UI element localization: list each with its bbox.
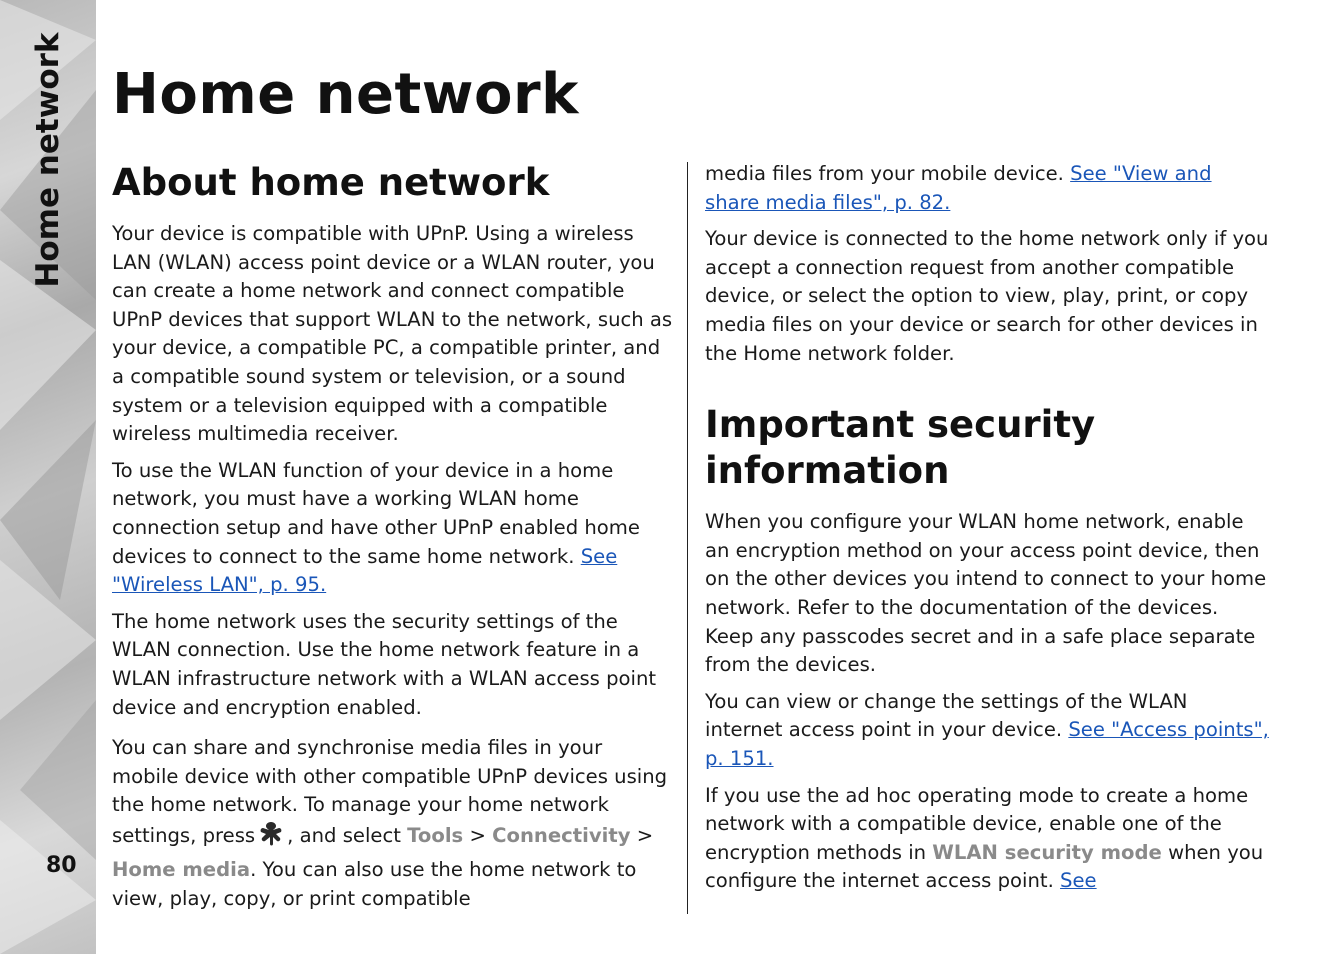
security-paragraph-3-text-a: If you use the ad hoc operating mode to create a home network with a compatible device, enable one of the encryption methods in	[705, 783, 1249, 864]
menu-connectivity: Connectivity	[492, 823, 631, 847]
right-paragraph-2: Your device is connected to the home network only if you accept a connection request from another compatible device, or select the option to view, play, print, or copy media files on your device or search for other devices in the Home network folder.	[705, 227, 1269, 365]
column-divider	[687, 162, 688, 914]
security-paragraph-3	[705, 782, 1271, 896]
about-paragraph-4-text-a: You can share and synchronise media files in your mobile device with other compatible UPnP devices using the home network. To manage your home network settings, press	[112, 736, 668, 847]
menu-separator-2: >	[636, 823, 654, 847]
menu-tools: Tools	[407, 823, 464, 847]
about-paragraph-1: Your device is compatible with UPnP. Using a wireless LAN (WLAN) access point device or a WLAN router, you can create a home network and connect compatible UPnP devices that support WLAN to the network, such as your device, a compatible PC, a compatible printer, and a compatible sound system or television, or a sound system or a television equipped with a compatible wireless multimedia receiver.	[112, 222, 673, 446]
right-paragraph-1	[705, 160, 1271, 217]
security-heading: Important security information	[705, 403, 1096, 493]
security-paragraph-2-text: You can view or change the settings of the WLAN internet access point in your device.	[705, 689, 1188, 742]
about-paragraph-4-text-b: , and select	[287, 823, 401, 847]
view-share-media-link[interactable]: See "View and share media files", p. 82.	[705, 162, 1212, 214]
security-paragraph-3-text-b: when you configure the internet access point.	[705, 840, 1264, 893]
about-home-network-heading: About home network	[112, 161, 550, 204]
about-paragraph-4-text-c: . You can also use the home network to view, play, copy, or print compatible	[112, 858, 637, 911]
security-paragraph-2	[705, 688, 1271, 774]
about-paragraph-2	[112, 457, 674, 600]
menu-home-media: Home media	[112, 858, 251, 882]
about-paragraph-2-text: To use the WLAN function of your device in a home network, you must have a working WLAN home connection setup and have other UPnP enabled home devices to connect to the same home network.	[112, 458, 640, 568]
page-number: 80	[46, 853, 77, 878]
sidebar-section-title: Home network	[30, 32, 66, 288]
page-title: Home network	[112, 62, 579, 127]
right-column	[705, 160, 1271, 904]
about-paragraph-4	[112, 734, 674, 914]
security-paragraph-1: When you configure your WLAN home network, enable an encryption method on your access point device, then on the other devices you intend to connect to your home network. Refer to the documentation of the devices. Keep any passcodes secret and in a safe place separate from the devices.	[705, 510, 1267, 677]
see-link[interactable]: See	[1060, 869, 1097, 893]
sidebar	[0, 0, 96, 954]
menu-wlan-security-mode: WLAN security mode	[932, 840, 1162, 864]
right-paragraph-1-text: media files from your mobile device.	[705, 162, 1064, 185]
menu-key-icon	[259, 820, 283, 857]
wireless-lan-link[interactable]: See "Wireless LAN", p. 95.	[112, 544, 618, 597]
left-column	[112, 160, 674, 922]
access-points-link[interactable]: See "Access points", p. 151.	[705, 718, 1269, 770]
menu-separator-1: >	[469, 823, 486, 847]
about-paragraph-3: The home network uses the security settings of the WLAN connection. Use the home network feature in a WLAN infrastructure network with a WLAN access point device and encryption enabled.	[112, 609, 657, 719]
